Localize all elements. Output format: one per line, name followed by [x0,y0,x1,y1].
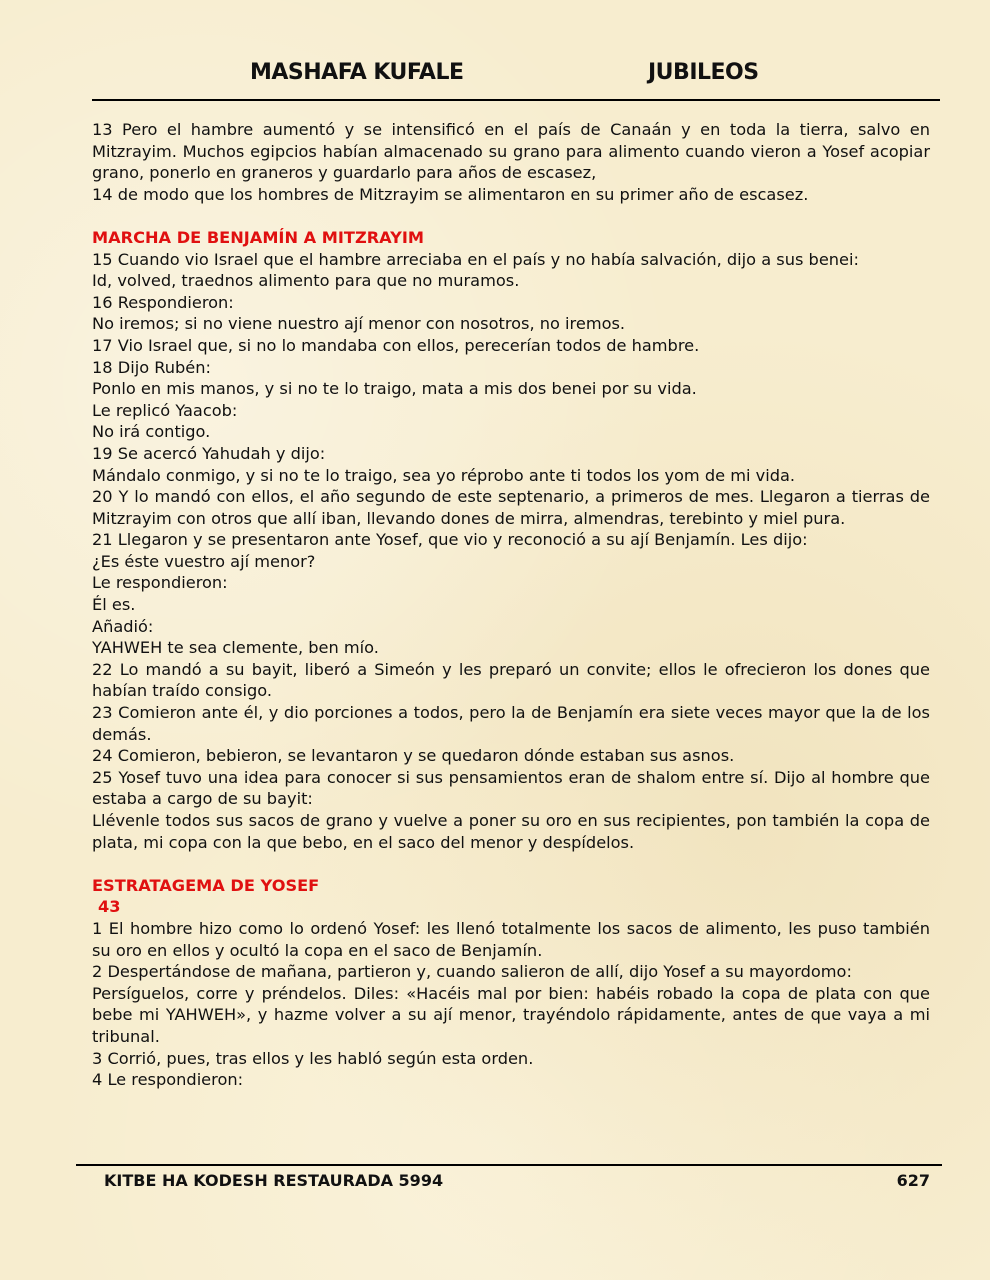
verse-paragraph: Ponlo en mis manos, y si no te lo traigo, mata a mis dos benei por su vida. [92,379,697,399]
verse-paragraph: 19 Se acercó Yahudah y dijo: [92,443,326,463]
section-heading: MARCHA DE BENJAMÍN A MITZRAYIM [92,227,425,247]
footer-book-title: KITBE HA KODESH RESTAURADA 5994 [104,1171,444,1190]
header-right-title: JUBILEOS [648,60,759,85]
verse-paragraph: Él es. [92,595,136,615]
verse-paragraph: 4 Le respondieron: [92,1070,244,1090]
page-footer [0,1170,990,1194]
verse-paragraph: Id, volved, traednos alimento para que no muramos. [92,271,520,291]
header-left-title: MASHAFA KUFALE [250,60,464,85]
page-header [0,56,990,92]
verse-paragraph: 17 Vio Israel que, si no lo mandaba con ellos, perecerían todos de hambre. [92,335,700,355]
verse-paragraph: 24 Comieron, bebieron, se levantaron y se quedaron dónde estaban sus asnos. [92,746,735,766]
verse-paragraph: 18 Dijo Rubén: [92,357,211,377]
verse-paragraph: YAHWEH te sea clemente, ben mío. [92,638,379,658]
verse-paragraph: 1 El hombre hizo como lo ordenó Yosef: les llenó totalmente los sacos de alimento, les puso también su oro en ellos y ocultó la copa en el saco de Benjamín. [92,918,930,960]
verse-paragraph: 15 Cuando vio Israel que el hambre arreciaba en el país y no había salvación, dijo a sus benei: [92,249,859,269]
verse-paragraph: No iremos; si no viene nuestro ají menor con nosotros, no iremos. [92,314,626,334]
verse-paragraph: ¿Es éste vuestro ají menor? [92,551,316,571]
verse-paragraph: 2 Despertándose de mañana, partieron y, cuando salieron de allí, dijo Yosef a su mayordomo: [92,962,852,982]
verse-paragraph: 14 de modo que los hombres de Mitzrayim se alimentaron en su primer año de escasez. [92,184,809,204]
verse-paragraph: 22 Lo mandó a su bayit, liberó a Simeón y les preparó un convite; ellos le ofrecieron los dones que habían traído consigo. [92,659,930,701]
section-heading: ESTRATAGEMA DE YOSEF [92,875,320,895]
page-number: 627 [896,1171,930,1190]
verse-paragraph: Le respondieron: [92,573,228,593]
verse-paragraph: 23 Comieron ante él, y dio porciones a todos, pero la de Benjamín era siete veces mayor que la de los demás. [92,703,930,744]
verse-paragraph: 16 Respondieron: [92,292,234,312]
verse-paragraph: 21 Llegaron y se presentaron ante Yosef, que vio y reconoció a su ají Benjamín. Les dijo: [92,530,808,550]
header-rule [92,99,940,101]
verse-paragraph: 3 Corrió, pues, tras ellos y les habló según esta orden. [92,1048,534,1068]
verse-paragraph: Llévenle todos sus sacos de grano y vuelve a poner su oro en sus recipientes, pon también la copa de plata, mi copa con la que bebo, en el saco del menor y despídelos. [92,811,930,852]
verse-paragraph: Añadió: [92,616,154,636]
verse-paragraph: Mándalo conmigo, y si no te lo traigo, sea yo réprobo ante ti todos los yom de mi vida. [92,465,796,485]
page-body [92,119,930,1091]
chapter-number: 43 [98,897,121,917]
verse-paragraph: 25 Yosef tuvo una idea para conocer si sus pensamientos eran de shalom entre sí. Dijo al hombre que estaba a cargo de su bayit: [92,767,930,809]
verse-paragraph: Persíguelos, corre y préndelos. Diles: «Hacéis mal por bien: habéis robado la copa de plata con que bebe mi YAHWEH», y hazme volver a su ají menor, trayéndolo rápidamente, antes de que vaya a mi tribunal. [92,983,930,1046]
verse-paragraph: No irá contigo. [92,422,211,442]
verse-paragraph: 13 Pero el hambre aumentó y se intensificó en el país de Canaán y en toda la tierra, salvo en Mitzrayim. Muchos egipcios habían almacenado su grano para alimento cuando vieron a Yosef acopiar grano, ponerlo en graneros y guardarlo para años de escasez, [92,120,930,183]
footer-rule [76,1164,942,1166]
verse-paragraph: Le replicó Yaacob: [92,400,238,420]
verse-paragraph: 20 Y lo mandó con ellos, el año segundo de este septenario, a primeros de mes. Llegaron a tierras de Mitzrayim con otros que allí iban, llevando dones de mirra, almendras, terebinto y miel pura. [92,487,930,528]
